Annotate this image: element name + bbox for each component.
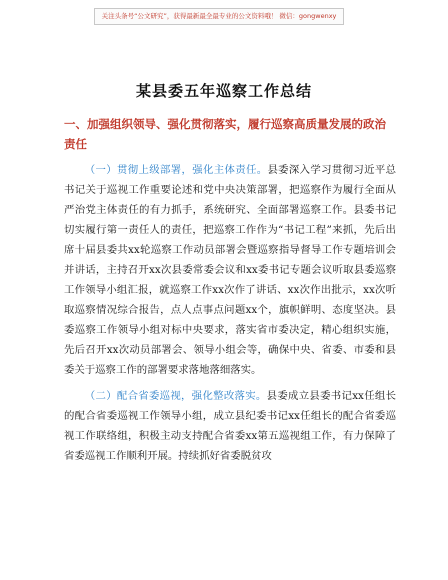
paragraph-2-body: 县委成立县委书记xx任组长的配合省委巡视工作领导小组，成立县纪委书记xx任组长的配合省委巡视工作联络组，积极主动支持配合省委xx第五巡视组工作，有力保障了省委巡视工作顺利开展。持续抓好省委脱贫攻 (64, 390, 396, 462)
promo-banner-text: 关注头条号“公文研究”，获得最新最全最专业的公文资料哦！ 微信：gongwenxy (101, 12, 337, 20)
paragraph-1 (64, 160, 396, 380)
section-heading: 一、加强组织领导、强化贯彻落实，履行巡察高质量发展的政治责任 (64, 117, 386, 151)
promo-banner (94, 8, 344, 25)
document-title: 某县委五年巡察工作总结 (135, 82, 312, 100)
paragraph-2-subhead: （二）配合省委巡视，强化整改落实。 (84, 390, 267, 402)
document-body (64, 160, 396, 472)
paragraph-2 (64, 386, 396, 466)
paragraph-1-body: 县委深入学习贯彻习近平总书记关于巡视工作重要论述和党中央决策部署，把巡察作为履行全面从严治党主体责任的有力抓手，系统研究、全面部署巡察工作。县委书记切实履行第一责任人的责任，把巡察工作作为“书记工程”来抓，先后出席十届县委共xx轮巡察工作动员部署会暨巡察指导督导工作专题培训会并讲话，主持召开xx次县委常委会议和xx委书记专题会议听取县委巡察工作领导小组汇报，就巡察工作xx次作了讲话、xx次作出批示，xx次听取巡察情况综合报告，点人点事点问题xx个，旗帜鲜明、态度坚决。县委巡察工作领导小组对标中央要求，落实省市委决定，精心组织实施，先后召开xx次动员部署会、领导小组会等，确保中央、省委、市委和县委关于巡察工作的部署要求落地落细落实。 (64, 164, 397, 376)
paragraph-1-subhead: （一）贯彻上级部署，强化主体责任。 (84, 164, 268, 176)
